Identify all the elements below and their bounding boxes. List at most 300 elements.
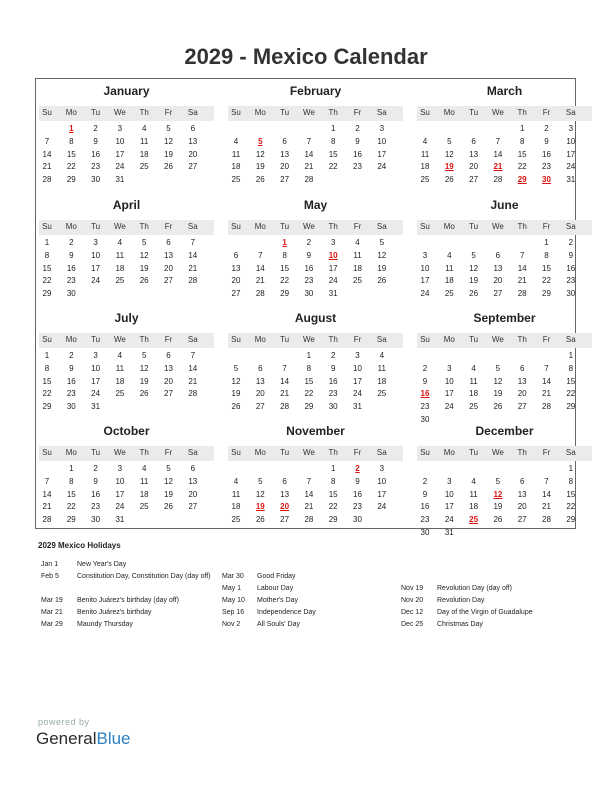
holiday-name: Maundy Thursday xyxy=(77,620,133,628)
day-cell: 30 xyxy=(91,515,101,525)
day-cell: 18 xyxy=(420,162,430,172)
day-cell: 13 xyxy=(517,376,527,386)
day-cell: 8 xyxy=(282,250,287,260)
day-cell: 27 xyxy=(231,289,241,299)
day-cell: 31 xyxy=(115,175,125,185)
weekday-label: Su xyxy=(231,335,241,344)
day-cell: 19 xyxy=(139,376,149,386)
day-cell: 11 xyxy=(469,376,478,386)
day-cell: 13 xyxy=(255,376,265,386)
month-name: April xyxy=(112,198,141,212)
day-cell: 2 xyxy=(544,124,549,133)
day-cell: 30 xyxy=(91,175,101,185)
day-cell: 14 xyxy=(255,263,265,273)
weekday-header xyxy=(417,446,592,461)
day-cell: 15 xyxy=(542,263,551,273)
weekday-header xyxy=(417,220,592,235)
weekday-label: Th xyxy=(517,448,527,457)
holiday-date: Dec 25 xyxy=(401,621,424,628)
day-cell: 8 xyxy=(330,476,336,486)
day-cell: 31 xyxy=(566,175,576,185)
day-cell: 19 xyxy=(377,263,387,273)
holiday-date: Feb 5 xyxy=(41,573,59,580)
day-cell: 6 xyxy=(495,250,501,260)
holiday-date: May 1 xyxy=(222,585,242,592)
holiday-day-cell: 12 xyxy=(493,489,503,499)
day-cell: 24 xyxy=(377,162,387,172)
day-cell: 9 xyxy=(568,250,574,260)
day-cell: 8 xyxy=(306,363,312,373)
holiday-name: Christmas Day xyxy=(437,620,483,628)
month-name: May xyxy=(303,198,328,212)
day-cell: 14 xyxy=(542,489,551,499)
weekday-label: We xyxy=(302,448,315,457)
day-cell: 14 xyxy=(188,363,198,373)
day-cell: 18 xyxy=(139,149,149,159)
weekday-header xyxy=(417,333,592,348)
day-cell: 26 xyxy=(493,402,503,412)
day-cell: 8 xyxy=(568,476,574,486)
day-cell: 22 xyxy=(542,276,551,286)
weekday-label: Fr xyxy=(542,335,551,344)
day-cell: 16 xyxy=(566,263,576,273)
day-cell: 10 xyxy=(566,136,576,146)
day-cell: 18 xyxy=(353,263,362,273)
weekday-label: We xyxy=(491,108,504,117)
weekday-label: Th xyxy=(139,448,149,457)
weekday-label: Fr xyxy=(353,335,362,344)
day-cell: 5 xyxy=(166,124,171,133)
weekday-label: Sa xyxy=(376,335,387,344)
weekday-header xyxy=(228,446,403,461)
day-cell: 26 xyxy=(469,289,479,299)
day-cell: 30 xyxy=(353,515,362,525)
month-name: October xyxy=(103,424,150,438)
day-cell: 14 xyxy=(280,376,290,386)
day-cell: 10 xyxy=(91,363,101,373)
day-cell: 8 xyxy=(44,250,50,260)
month-name: December xyxy=(475,424,534,438)
day-cell: 15 xyxy=(566,376,576,386)
day-cell: 6 xyxy=(519,476,525,486)
weekday-label: Tu xyxy=(91,108,101,117)
day-cell: 3 xyxy=(117,464,123,473)
day-cell: 6 xyxy=(519,363,525,373)
holiday-name: Good Friday xyxy=(257,572,296,580)
day-cell: 7 xyxy=(190,351,196,360)
day-cell: 28 xyxy=(42,515,52,525)
day-cell: 30 xyxy=(66,402,76,412)
day-cell: 13 xyxy=(188,136,198,146)
page-title: 2029 - Mexico Calendar xyxy=(184,44,428,69)
day-cell: 12 xyxy=(493,376,503,386)
day-cell: 19 xyxy=(164,149,173,159)
holiday-date: Mar 19 xyxy=(41,597,63,604)
day-cell: 21 xyxy=(542,389,551,399)
day-cell: 7 xyxy=(544,476,549,486)
day-cell: 8 xyxy=(519,136,525,146)
day-cell: 1 xyxy=(44,238,50,247)
day-cell: 21 xyxy=(542,502,551,512)
day-cell: 11 xyxy=(140,476,149,486)
day-cell: 28 xyxy=(493,175,503,185)
day-cell: 3 xyxy=(447,363,452,373)
weekday-label: Mo xyxy=(443,448,455,457)
holiday-name: All Souls' Day xyxy=(257,620,300,628)
day-cell: 29 xyxy=(280,289,290,299)
day-cell: 5 xyxy=(495,363,501,373)
day-cell: 24 xyxy=(91,389,101,399)
day-cell: 4 xyxy=(447,250,452,260)
day-cell: 2 xyxy=(355,124,360,133)
holiday-name: Revolution Day xyxy=(437,596,485,604)
day-cell: 25 xyxy=(139,162,149,172)
day-cell: 24 xyxy=(377,502,387,512)
holidays-title: 2029 Mexico Holidays xyxy=(38,541,121,550)
day-cell: 22 xyxy=(280,276,290,286)
day-cell: 14 xyxy=(542,376,551,386)
day-cell: 6 xyxy=(282,136,287,146)
day-cell: 28 xyxy=(542,515,551,525)
day-cell: 24 xyxy=(566,162,576,172)
month-name: July xyxy=(114,311,139,325)
day-cell: 19 xyxy=(255,162,265,172)
weekday-label: Th xyxy=(517,222,527,231)
day-cell: 13 xyxy=(517,489,527,499)
day-cell: 6 xyxy=(471,136,476,146)
day-cell: 13 xyxy=(164,250,173,260)
weekday-label: Su xyxy=(42,222,52,231)
day-cell: 7 xyxy=(258,250,263,260)
day-cell: 9 xyxy=(544,136,549,146)
day-cell: 7 xyxy=(519,250,525,260)
day-cell: 17 xyxy=(115,149,125,159)
weekday-label: Tu xyxy=(469,108,479,117)
day-cell: 20 xyxy=(164,263,173,273)
day-cell: 29 xyxy=(566,402,576,412)
day-cell: 17 xyxy=(115,489,125,499)
day-cell: 11 xyxy=(469,489,478,499)
day-cell: 5 xyxy=(447,136,452,146)
day-cell: 16 xyxy=(66,263,76,273)
day-cell: 28 xyxy=(542,402,551,412)
weekday-label: Tu xyxy=(469,335,479,344)
weekday-label: Fr xyxy=(164,222,173,231)
weekday-label: Mo xyxy=(65,222,77,231)
day-cell: 30 xyxy=(420,528,430,537)
day-cell: 29 xyxy=(66,175,76,185)
day-cell: 10 xyxy=(444,376,454,386)
holiday-day-cell: 29 xyxy=(517,175,527,185)
day-cell: 17 xyxy=(566,149,576,159)
day-cell: 8 xyxy=(69,476,74,486)
day-cell: 4 xyxy=(141,124,147,133)
day-cell: 20 xyxy=(517,389,527,399)
day-cell: 9 xyxy=(422,376,428,386)
weekday-label: Mo xyxy=(443,108,455,117)
day-cell: 30 xyxy=(66,289,76,299)
day-cell: 27 xyxy=(164,276,173,286)
day-cell: 26 xyxy=(164,502,173,512)
day-cell: 22 xyxy=(566,502,576,512)
weekday-label: Su xyxy=(231,448,241,457)
day-cell: 16 xyxy=(66,376,76,386)
holiday-day-cell: 1 xyxy=(282,238,287,247)
weekday-label: Fr xyxy=(164,108,173,117)
weekday-label: We xyxy=(491,335,504,344)
day-cell: 1 xyxy=(69,464,74,473)
day-cell: 14 xyxy=(304,489,314,499)
day-cell: 31 xyxy=(353,402,362,412)
weekday-label: Tu xyxy=(280,448,290,457)
day-cell: 27 xyxy=(469,175,479,185)
weekday-label: Tu xyxy=(280,108,290,117)
day-cell: 15 xyxy=(328,489,338,499)
day-cell: 3 xyxy=(447,476,452,486)
day-cell: 22 xyxy=(66,502,76,512)
day-cell: 21 xyxy=(280,389,290,399)
day-cell: 3 xyxy=(568,124,574,133)
day-cell: 4 xyxy=(471,476,476,486)
weekday-label: Sa xyxy=(376,448,387,457)
brand-logo-blue: Blue xyxy=(96,729,131,748)
holiday-date: May 10 xyxy=(222,597,245,604)
day-cell: 12 xyxy=(231,376,241,386)
day-cell: 16 xyxy=(304,263,314,273)
day-cell: 26 xyxy=(139,276,149,286)
day-cell: 7 xyxy=(544,363,549,373)
weekday-label: Sa xyxy=(565,108,576,117)
day-cell: 17 xyxy=(91,376,101,386)
brand-logo[interactable] xyxy=(36,729,131,749)
holiday-name: Independence Day xyxy=(257,608,316,616)
day-cell: 28 xyxy=(280,402,290,412)
day-cell: 26 xyxy=(231,402,241,412)
day-cell: 26 xyxy=(255,515,265,525)
day-cell: 23 xyxy=(91,162,101,172)
day-cell: 21 xyxy=(42,502,52,512)
day-cell: 17 xyxy=(353,376,362,386)
day-cell: 20 xyxy=(280,162,290,172)
weekday-label: Su xyxy=(420,108,430,117)
day-cell: 15 xyxy=(42,263,52,273)
weekday-label: Th xyxy=(139,335,149,344)
holiday-date: Sep 16 xyxy=(222,609,245,616)
weekday-header xyxy=(417,106,592,121)
day-cell: 1 xyxy=(519,124,525,133)
day-cell: 9 xyxy=(93,476,98,486)
weekday-header xyxy=(228,220,403,235)
day-cell: 6 xyxy=(282,476,287,486)
day-cell: 7 xyxy=(44,476,50,486)
holiday-date: Mar 21 xyxy=(41,609,63,616)
day-cell: 19 xyxy=(139,263,149,273)
day-cell: 6 xyxy=(190,464,196,473)
day-cell: 9 xyxy=(330,363,336,373)
day-cell: 12 xyxy=(377,250,387,260)
holiday-day-cell: 19 xyxy=(255,502,265,512)
day-cell: 7 xyxy=(495,136,501,146)
day-cell: 6 xyxy=(190,124,196,133)
weekday-label: Tu xyxy=(91,222,101,231)
day-cell: 25 xyxy=(115,389,125,399)
day-cell: 21 xyxy=(255,276,265,286)
day-cell: 2 xyxy=(93,124,98,133)
weekday-label: Su xyxy=(420,335,430,344)
day-cell: 12 xyxy=(469,263,479,273)
day-cell: 4 xyxy=(141,464,147,473)
day-cell: 3 xyxy=(93,238,98,247)
day-cell: 11 xyxy=(140,136,149,146)
day-cell: 11 xyxy=(420,149,430,159)
weekday-label: Th xyxy=(517,335,527,344)
weekday-label: Mo xyxy=(254,335,266,344)
day-cell: 14 xyxy=(188,250,198,260)
weekday-label: Sa xyxy=(376,108,387,117)
day-cell: 18 xyxy=(115,376,125,386)
weekday-label: Sa xyxy=(187,108,198,117)
weekday-label: Sa xyxy=(187,448,198,457)
day-cell: 1 xyxy=(330,124,336,133)
weekday-header xyxy=(39,220,214,235)
day-cell: 26 xyxy=(164,162,173,172)
weekday-label: Mo xyxy=(65,108,77,117)
weekday-label: Su xyxy=(42,108,52,117)
day-cell: 15 xyxy=(328,149,338,159)
day-cell: 29 xyxy=(566,515,576,525)
day-cell: 21 xyxy=(188,376,198,386)
day-cell: 1 xyxy=(568,464,574,473)
day-cell: 15 xyxy=(42,376,52,386)
day-cell: 7 xyxy=(306,476,312,486)
holiday-name: Revolution Day (day off) xyxy=(437,584,512,592)
day-cell: 1 xyxy=(44,351,50,360)
day-cell: 28 xyxy=(188,389,198,399)
weekday-header xyxy=(228,106,403,121)
day-cell: 24 xyxy=(444,402,454,412)
day-cell: 27 xyxy=(280,515,290,525)
day-cell: 10 xyxy=(353,363,362,373)
day-cell: 19 xyxy=(469,276,479,286)
day-cell: 13 xyxy=(280,149,290,159)
day-cell: 24 xyxy=(420,289,430,299)
day-cell: 2 xyxy=(306,238,312,247)
day-cell: 27 xyxy=(188,162,198,172)
day-cell: 17 xyxy=(444,502,454,512)
day-cell: 18 xyxy=(469,389,479,399)
day-cell: 27 xyxy=(517,402,527,412)
day-cell: 27 xyxy=(493,289,503,299)
day-cell: 29 xyxy=(304,402,314,412)
weekday-label: Fr xyxy=(542,448,551,457)
holiday-day-cell: 10 xyxy=(328,250,338,260)
day-cell: 23 xyxy=(542,162,551,172)
day-cell: 29 xyxy=(66,515,76,525)
day-cell: 5 xyxy=(379,238,385,247)
day-cell: 13 xyxy=(164,363,173,373)
weekday-label: Mo xyxy=(254,222,266,231)
weekday-label: Fr xyxy=(542,222,551,231)
day-cell: 1 xyxy=(330,464,336,473)
day-cell: 9 xyxy=(93,136,98,146)
day-cell: 9 xyxy=(422,489,428,499)
day-cell: 3 xyxy=(379,464,385,473)
day-cell: 14 xyxy=(42,149,52,159)
day-cell: 4 xyxy=(233,476,239,486)
weekday-label: Su xyxy=(420,222,430,231)
day-cell: 17 xyxy=(377,149,387,159)
day-cell: 12 xyxy=(164,136,173,146)
holiday-date: Nov 20 xyxy=(401,597,424,604)
weekday-label: Fr xyxy=(353,448,362,457)
day-cell: 10 xyxy=(115,476,125,486)
day-cell: 29 xyxy=(542,289,551,299)
day-cell: 23 xyxy=(420,402,430,412)
day-cell: 11 xyxy=(445,263,454,273)
day-cell: 18 xyxy=(139,489,149,499)
day-cell: 22 xyxy=(42,389,52,399)
day-cell: 29 xyxy=(42,289,52,299)
day-cell: 21 xyxy=(304,162,314,172)
day-cell: 30 xyxy=(328,402,338,412)
day-cell: 7 xyxy=(282,363,287,373)
day-cell: 19 xyxy=(493,502,503,512)
day-cell: 22 xyxy=(328,502,338,512)
day-cell: 16 xyxy=(353,489,362,499)
holiday-date: Nov 2 xyxy=(222,621,241,628)
day-cell: 25 xyxy=(420,175,430,185)
day-cell: 12 xyxy=(444,149,454,159)
holiday-name: Mother's Day xyxy=(257,596,299,604)
day-cell: 28 xyxy=(517,289,527,299)
holiday-day-cell: 25 xyxy=(469,515,479,525)
day-cell: 20 xyxy=(255,389,265,399)
day-cell: 9 xyxy=(355,476,360,486)
holiday-day-cell: 30 xyxy=(542,175,551,185)
day-cell: 27 xyxy=(255,402,265,412)
day-cell: 30 xyxy=(304,289,314,299)
day-cell: 31 xyxy=(444,528,454,537)
day-cell: 15 xyxy=(304,376,314,386)
holiday-date: Dec 12 xyxy=(401,609,424,616)
day-cell: 14 xyxy=(517,263,527,273)
day-cell: 2 xyxy=(422,476,428,486)
holiday-date: Mar 30 xyxy=(222,573,244,580)
day-cell: 3 xyxy=(379,124,385,133)
day-cell: 10 xyxy=(377,136,387,146)
weekday-label: Sa xyxy=(565,335,576,344)
weekday-label: Mo xyxy=(65,448,77,457)
weekday-label: Th xyxy=(328,222,338,231)
day-cell: 12 xyxy=(139,363,149,373)
weekday-label: We xyxy=(302,108,315,117)
weekday-label: Fr xyxy=(542,108,551,117)
day-cell: 7 xyxy=(190,238,196,247)
day-cell: 2 xyxy=(69,238,74,247)
weekday-label: Su xyxy=(42,335,52,344)
day-cell: 27 xyxy=(280,175,290,185)
weekday-label: Fr xyxy=(353,222,362,231)
day-cell: 10 xyxy=(115,136,125,146)
day-cell: 9 xyxy=(69,363,74,373)
day-cell: 1 xyxy=(306,351,312,360)
weekday-label: Mo xyxy=(254,448,266,457)
day-cell: 7 xyxy=(44,136,50,146)
day-cell: 26 xyxy=(444,175,454,185)
day-cell: 22 xyxy=(304,389,314,399)
day-cell: 22 xyxy=(66,162,76,172)
holiday-day-cell: 1 xyxy=(69,124,74,133)
